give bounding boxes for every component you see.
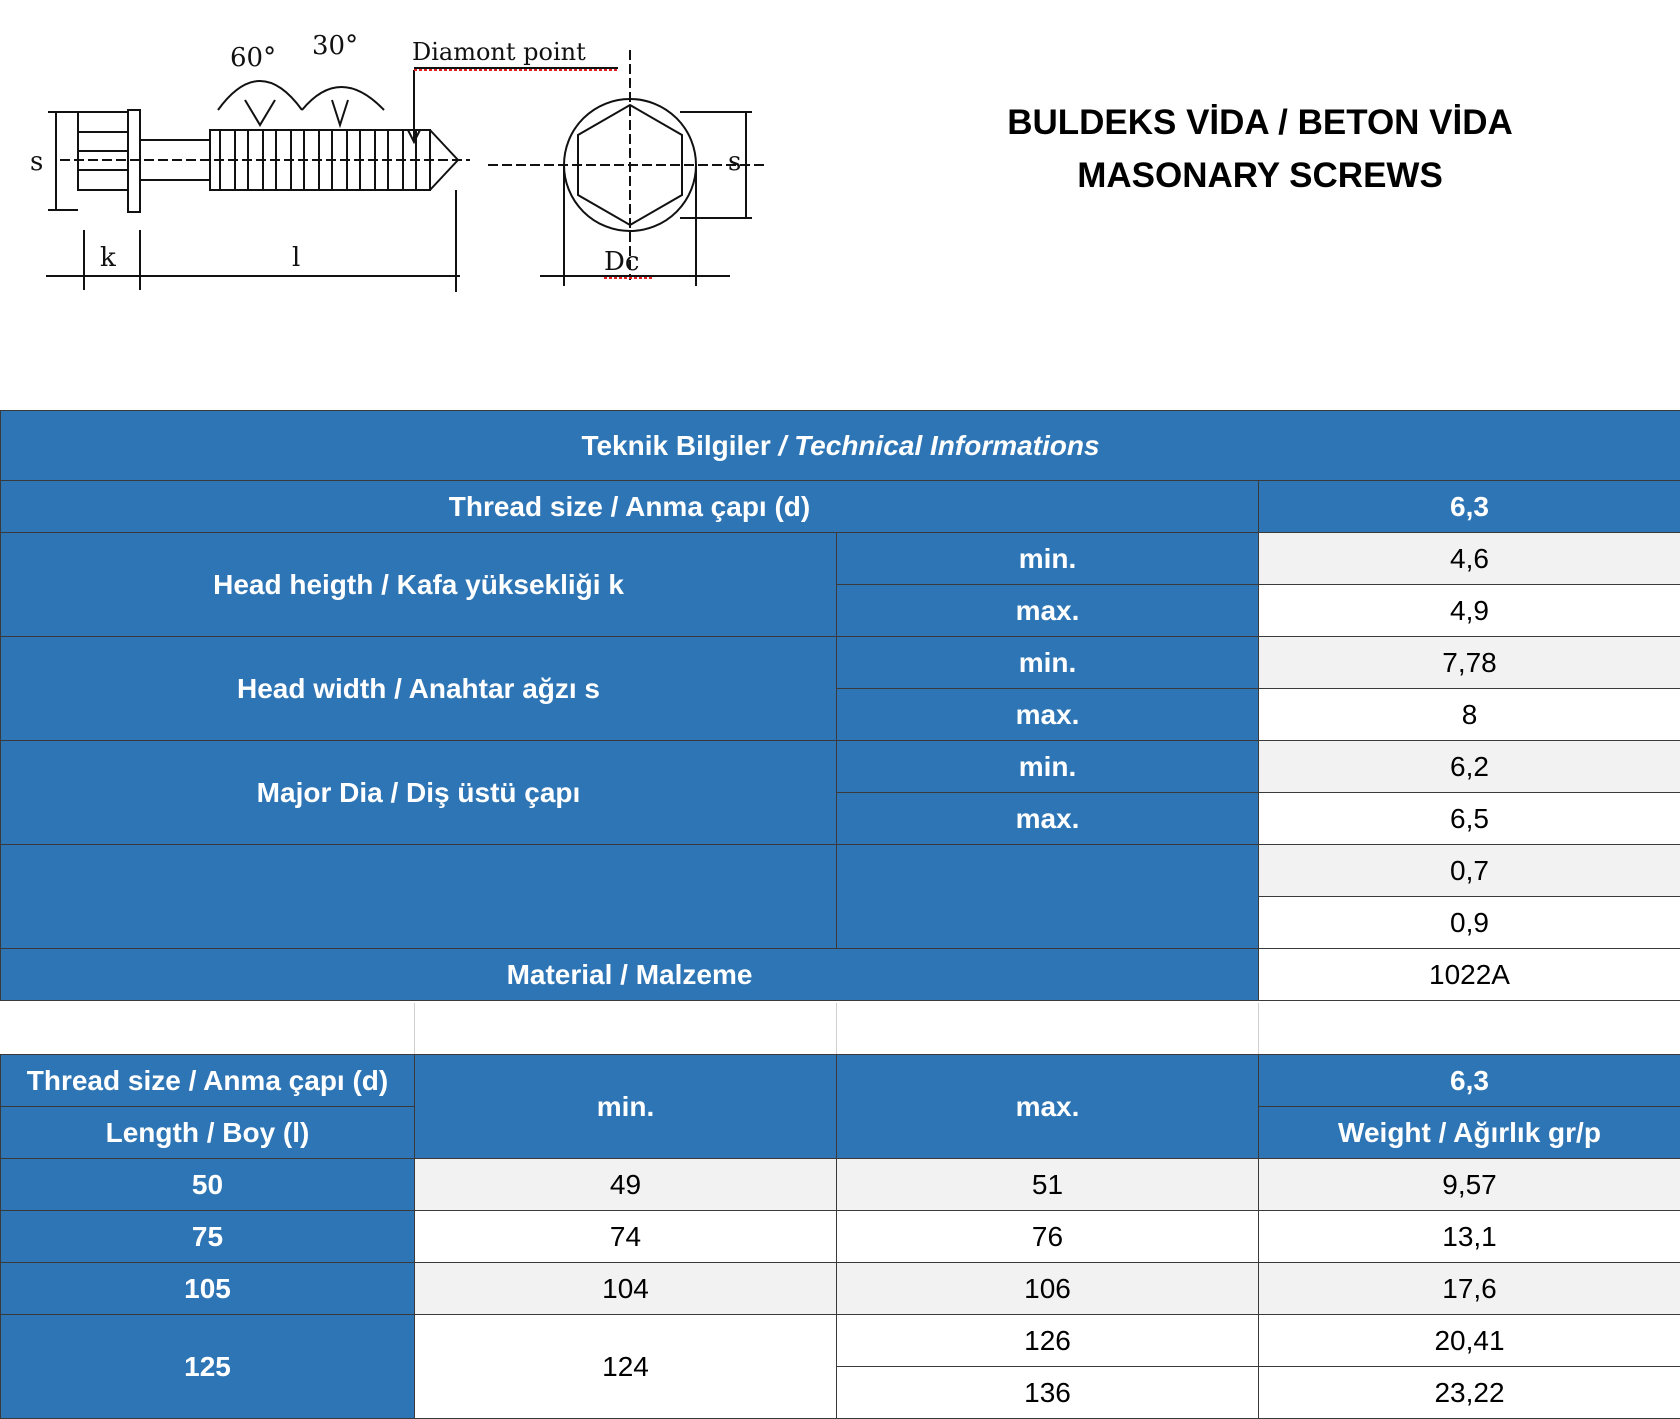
- major-dia-min-label: min.: [837, 741, 1259, 793]
- major-dia-min-value: 6,2: [1259, 741, 1680, 793]
- diamond-point-label: Diamont point: [412, 38, 586, 66]
- table-row: [1, 1159, 1680, 1211]
- row-min: 74: [415, 1211, 837, 1263]
- row-length: 75: [1, 1211, 415, 1263]
- row-max: 76: [837, 1211, 1259, 1263]
- row-max: 51: [837, 1159, 1259, 1211]
- major-dia-label: Major Dia / Diş üstü çapı: [1, 741, 837, 845]
- page-title: [840, 96, 1680, 202]
- head-width-max-value: 8: [1259, 689, 1680, 741]
- dim-l: l: [292, 243, 300, 273]
- table-row: [1, 1263, 1680, 1315]
- blank-group-value-1: 0,7: [1259, 845, 1680, 897]
- material-value: 1022A: [1259, 949, 1680, 1001]
- screw-technical-drawing: [20, 30, 790, 320]
- major-dia-max-label: max.: [837, 793, 1259, 845]
- row-length: 125: [1, 1315, 415, 1419]
- row-length: 105: [1, 1263, 415, 1315]
- row-max: 136: [837, 1367, 1259, 1419]
- row-min: 104: [415, 1263, 837, 1315]
- head-height-max-value: 4,9: [1259, 585, 1680, 637]
- row-weight: 20,41: [1259, 1315, 1680, 1367]
- title-line-1: BULDEKS VİDA / BETON VİDA: [840, 96, 1680, 149]
- blank-group-sublabel: [837, 845, 1259, 949]
- tech-table-title: [1, 411, 1680, 481]
- blank-group-label: [1, 845, 837, 949]
- angle-30-label: 30°: [312, 31, 358, 61]
- head-width-min-label: min.: [837, 637, 1259, 689]
- row-weight: 17,6: [1259, 1263, 1680, 1315]
- row-weight: 23,22: [1259, 1367, 1680, 1419]
- thread-size-label: Thread size / Anma çapı (d): [1, 481, 1259, 533]
- head-height-max-label: max.: [837, 585, 1259, 637]
- row-weight: 13,1: [1259, 1211, 1680, 1263]
- row-length: 50: [1, 1159, 415, 1211]
- table-row: [1, 1315, 1680, 1367]
- angle-60-label: 60°: [230, 43, 276, 73]
- material-label: Material / Malzeme: [1, 949, 1259, 1001]
- length-table: [0, 1054, 1680, 1419]
- dim-k: k: [100, 243, 116, 273]
- weight-label: Weight / Ağırlık gr/p: [1259, 1107, 1680, 1159]
- head-width-label: Head width / Anahtar ağzı s: [1, 637, 837, 741]
- row-max: 106: [837, 1263, 1259, 1315]
- title-line-2: MASONARY SCREWS: [840, 149, 1680, 202]
- technical-info-table: [0, 410, 1680, 1001]
- head-width-max-label: max.: [837, 689, 1259, 741]
- head-height-label: Head heigth / Kafa yüksekliği k: [1, 533, 837, 637]
- length-label: Length / Boy (l): [1, 1107, 415, 1159]
- dim-s-right: s: [728, 147, 741, 177]
- head-height-min-value: 4,6: [1259, 533, 1680, 585]
- head-width-min-value: 7,78: [1259, 637, 1680, 689]
- major-dia-max-value: 6,5: [1259, 793, 1680, 845]
- dim-s-left: s: [30, 147, 43, 177]
- head-height-min-label: min.: [837, 533, 1259, 585]
- len-thread-size-label: Thread size / Anma çapı (d): [1, 1055, 415, 1107]
- table-row: [1, 1211, 1680, 1263]
- row-max: 126: [837, 1315, 1259, 1367]
- row-min: 124: [415, 1315, 837, 1419]
- blank-group-value-2: 0,9: [1259, 897, 1680, 949]
- len-min-header: min.: [415, 1055, 837, 1159]
- thread-size-value: 6,3: [1259, 481, 1680, 533]
- tech-title-italic: / Technical Informations: [779, 430, 1100, 461]
- len-max-header: max.: [837, 1055, 1259, 1159]
- row-min: 49: [415, 1159, 837, 1211]
- table-spacer: [0, 1003, 1680, 1054]
- row-weight: 9,57: [1259, 1159, 1680, 1211]
- dim-dc: Dc: [604, 247, 639, 277]
- tech-title-main: Teknik Bilgiler: [581, 430, 770, 461]
- len-size-value: 6,3: [1259, 1055, 1680, 1107]
